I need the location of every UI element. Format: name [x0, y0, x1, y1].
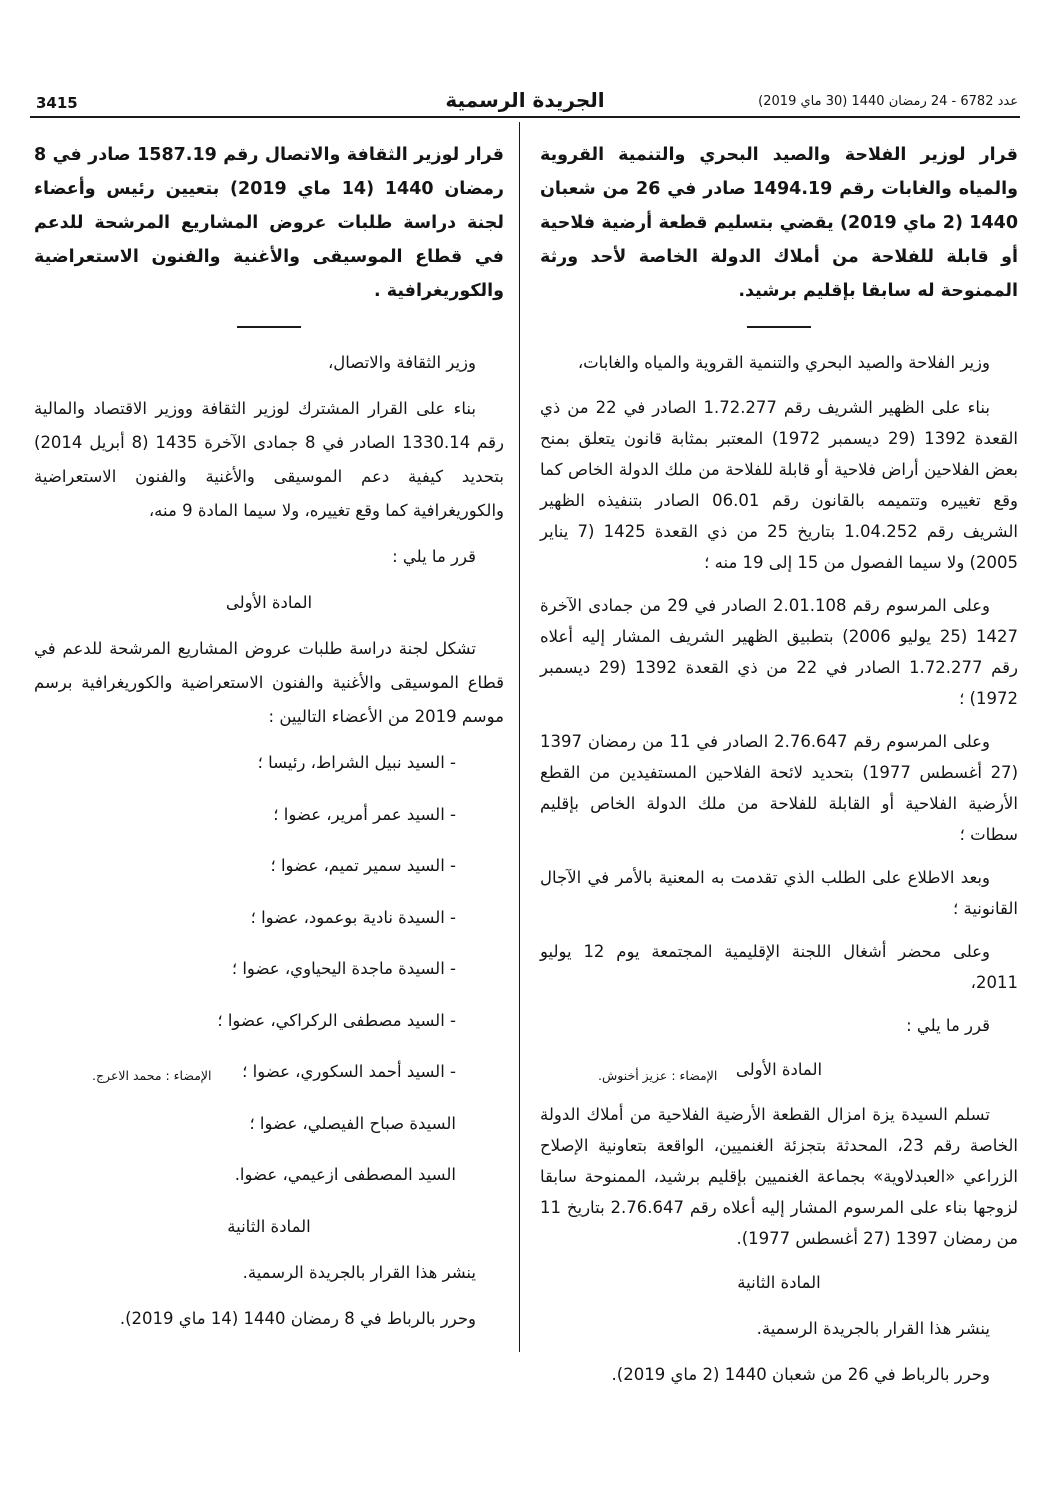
article-heading: المادة الثانية	[227, 1216, 311, 1236]
section-divider	[237, 326, 301, 328]
decree-culture	[34, 138, 504, 1348]
article-heading: المادة الثانية	[737, 1273, 821, 1292]
article-body: تسلم السيدة يزة امزال القطعة الأرضية الفلاحية من أملاك الدولة الخاصة رقم 23، المحدثة بتجزئة الغنميين، الواقعة بتعاونية الإصلاح الزراعي «العبدلاوية» بجماعة الغنميين بإقليم برشيد، الممنوحة سابقا لزوجها بناء على المرسوم المشار إليه أعلاه رقم 2.76.647 بتاريخ 11 من رمضان 1397 (27 أغسطس 1977).	[540, 1105, 1018, 1248]
article-body: ينشر هذا القرار بالجريدة الرسمية.	[242, 1262, 476, 1282]
page-number: 3415	[36, 94, 78, 112]
minister-line: وزير الثقافة والاتصال،	[327, 353, 476, 372]
member-item: - السيدة نادية بوعمود، عضوا ؛	[250, 907, 456, 927]
members-list	[34, 746, 504, 1192]
member-item: - السيد أحمد السكوري، عضوا ؛	[242, 1062, 456, 1081]
member-item: السيدة صباح الفيصلي، عضوا ؛	[249, 1113, 456, 1133]
minister-line: وزير الفلاحة والصيد البحري والتنمية القروية والمياه والغابات،	[577, 353, 990, 372]
closing-line: وحرر بالرباط في 26 من شعبان 1440 (2 ماي 2019).	[611, 1365, 990, 1384]
member-item: السيد المصطفى ازعيمي، عضوا.	[234, 1165, 456, 1184]
section-divider	[747, 326, 811, 328]
closing-line: وحرر بالرباط في 8 رمضان 1440 (14 ماي 2019).	[119, 1308, 476, 1328]
preamble-paragraph: وعلى محضر أشغال اللجنة الإقليمية المجتمعة يوم 12 يوليو 2011،	[540, 942, 1018, 992]
decree-agriculture	[540, 138, 1018, 1404]
preamble-paragraph: وعلى المرسوم رقم 2.76.647 الصادر في 11 من رمضان 1397 (27 أغسطس 1977) بتحديد لائحة الفلاحين المستفيدين من القطع الأرضية الفلاحية أو القابلة للفلاحة من ملك الدولة الخاص بإقليم سطات ؛	[540, 732, 1018, 844]
article-body: ينشر هذا القرار بالجريدة الرسمية.	[756, 1319, 990, 1338]
signature-agriculture: الإمضاء : عزيز أخنوش.	[598, 1068, 718, 1083]
preamble-paragraph: وعلى المرسوم رقم 2.01.108 الصادر في 29 من جمادى الآخرة 1427 (25 يوليو 2006) بتطبيق الظهير الشريف المشار إليه أعلاه رقم 1.72.277 الصادر في 22 من ذي القعدة 1392 (29 ديسمبر 1972) ؛	[540, 596, 1018, 708]
preamble-paragraph: وبعد الاطلاع على الطلب الذي تقدمت به المعنية بالأمر في الآجال القانونية ؛	[540, 868, 1018, 918]
signature-culture: الإمضاء : محمد الاعرج.	[92, 1068, 212, 1083]
decides-line: قرر ما يلي :	[392, 547, 476, 566]
preamble-paragraph: بناء على القرار المشترك لوزير الثقافة ووزير الاقتصاد والمالية رقم 1330.14 الصادر في 8 جمادى الآخرة 1435 (8 أبريل 2014) بتحديد كيفية دعم الموسيقى والأغنية والفنون الاستعراضية والكوريغرافية كما وقع تغييره، ولا سيما المادة 9 منه،	[34, 399, 504, 520]
article-heading: المادة الأولى	[225, 593, 313, 612]
journal-title: الجريدة الرسمية	[445, 88, 605, 112]
article-body: تشكل لجنة دراسة طلبات عروض المشاريع المرشحة للدعم في قطاع الموسيقى والأغنية والفنون الاستعراضية والكوريغرافية برسم موسم 2019 من الأعضاء التاليين :	[34, 639, 504, 726]
decree-title: قرار لوزير الفلاحة والصيد البحري والتنمية القروية والمياه والغابات رقم 1494.19 صادر في 26 من شعبان 1440 (2 ماي 2019) يقضي بتسليم قطعة أرضية فلاحية أو قابلة للفلاحة من أملاك الدولة الخاصة لأحد ورثة الممنوحة له سابقا بإقليم برشيد.	[540, 145, 1019, 301]
member-item: - السيدة ماجدة اليحياوي، عضوا ؛	[231, 959, 456, 978]
member-item: - السيد عمر أمرير، عضوا ؛	[273, 804, 456, 824]
article-heading: المادة الأولى	[735, 1060, 823, 1079]
member-item: - السيد مصطفى الركراكي، عضوا ؛	[217, 1010, 456, 1030]
column-divider	[519, 122, 520, 1352]
member-item: - السيد سمير تميم، عضوا ؛	[270, 856, 456, 875]
decree-title: قرار لوزير الثقافة والاتصال رقم 1587.19 صادر في 8 رمضان 1440 (14 ماي 2019) بتعيين رئيس وأعضاء لجنة دراسة طلبات عروض المشاريع المرشحة للدعم في قطاع الموسيقى والأغنية والفنون الاستعراضية والكوريغرافية .	[34, 145, 504, 301]
member-item: - السيد نبيل الشراط، رئيسا ؛	[257, 753, 456, 772]
issue-info: عدد 6782 - 24 رمضان 1440 (30 ماي 2019)	[758, 94, 1018, 109]
decides-line: قرر ما يلي :	[906, 1016, 990, 1035]
preamble-paragraph: بناء على الظهير الشريف رقم 1.72.277 الصادر في 22 من ذي القعدة 1392 (29 ديسمبر 1972) المعتبر بمثابة قانون يتعلق بمنح بعض الفلاحين أراض فلاحية أو قابلة للفلاحة من ملك الدولة الخاص كما وقع تغييره وتتميمه بالقانون رقم 06.01 الصادر بتنفيذه الظهير الشريف رقم 1.04.252 بتاريخ 25 من ذي القعدة 1425 (7 يناير 2005) ولا سيما الفصول من 15 إلى 19 منه ؛	[540, 398, 1019, 572]
page-header	[30, 88, 1020, 118]
